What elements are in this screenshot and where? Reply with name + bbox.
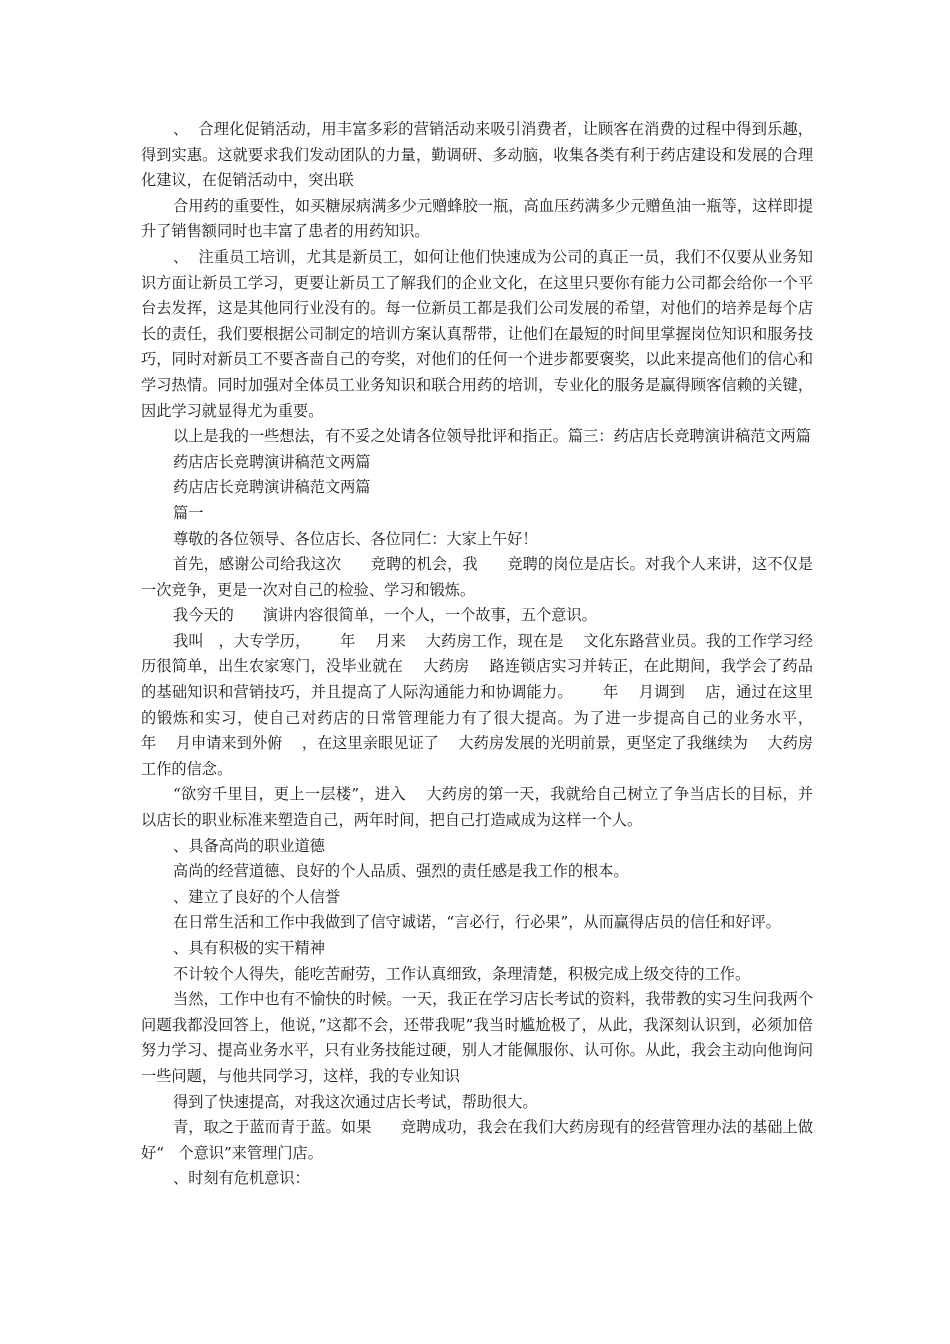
paragraph-heading-ethics: 、具备高尚的职业道德 — [173, 836, 325, 855]
paragraph-self-introduction: 我叫 ，大专学历， 年 月来 大药房工作，现在是 文化东路营业员。我的工作学习经历很简单，出生农家寒门，没毕业就在 大药房 路连锁店实习并转正，在此期间，我学会了药品的基础知识和营销技巧，并且提高了人际沟通能力和协调能力。 年 月调到 店，通过在这里的锻炼和实习，使自己对药店的日常管理能力有了很大提高。为了进一步提高自己的业务水平， 年 月申请来到外俯 ，在这里亲眼见证了 大药房发展的光明前景，更坚定了我继续为 大药房工作的信念。 — [141, 631, 842, 778]
paragraph-part-one: 篇一 — [173, 503, 204, 522]
paragraph-staff-training: 、 注重员工培训，尤其是新员工，如何让他们快速成为公司的真正一员，我们不仅要从业务知识方面让新员工学习，更要让新员工了解我们的企业文化，在这里只要你有能力公司都会给你一个平台去发挥，这是其他同行业没有的。每一位新员工都是我们公司发展的希望，对他们的培养是每个店长的责任，我们要根据公司制定的培训方案认真帮带，让他们在最短的时间里掌握岗位知识和服务技巧，同时对新员工不要吝啬自己的夸奖，对他们的任何一个进步都要褒奖，以此来提高他们的信心和学习热情。同时加强对全体员工业务知识和联合用药的培训，专业化的服务是赢得顾客信赖的关键，因此学习就显得尤为重要。 — [141, 247, 813, 420]
paragraph-goal: “欲穷千里目，更上一层楼”，进入 大药房的第一天，我就给自己树立了争当店长的目标，并以店长的职业标准来塑造自己，两年时间，把自己打造咸成为这样一个人。 — [141, 785, 813, 830]
paragraph-heading-spirit: 、具有积极的实干精神 — [173, 939, 325, 957]
paragraph-speech-outline: 我今天的 演讲内容很简单，一个人，一个故事，五个意识。 — [173, 606, 597, 625]
paragraph-story-result: 得到了快速提高，对我这次通过店长考试，帮助很大。 — [173, 1092, 538, 1111]
paragraph-title-2: 药店店长竞聘演讲稿范文两篇 — [173, 478, 371, 497]
paragraph-heading-reputation: 、建立了良好的个人信誉 — [173, 887, 341, 906]
paragraph-title-1: 药店店长竞聘演讲稿范文两篇 — [173, 452, 371, 471]
paragraph-heading-crisis: 、时刻有危机意识： — [173, 1169, 310, 1188]
paragraph-spirit: 不计较个人得失，能吃苦耐劳，工作认真细致，条理清楚，积极完成上级交待的工作。 — [173, 964, 751, 983]
paragraph-story: 当然，工作中也有不愉快的时候。一天，我正在学习店长考试的资料，我带教的实习生问我两个问题我都没回答上，他说，”这都不会，还带我呢”我当时尴尬极了，从此，我深刻认识到，必须加倍努力学习、提高业务水平，只有业务技能过硬，别人才能佩服你、认可你。从此，我会主动向他询问一些问题，与他共同学习，这样，我的专业知识 — [141, 990, 813, 1085]
paragraph-reputation: 在日常生活和工作中我做到了信守诚诺，“言必行，行必果”，从而赢得店员的信任和好评。 — [173, 913, 781, 932]
document-body — [141, 117, 842, 1192]
paragraph-closing-remarks: 以上是我的一些想法，有不妥之处请各位领导批评和指正。篇三：药店店长竞聘演讲稿范文两篇 — [173, 427, 811, 446]
paragraph-thanks: 首先，感谢公司给我这次 竞聘的机会，我 竞聘的岗位是店长。对我个人来讲，这不仅是一次竞争，更是一次对自己的检验、学习和锻炼。 — [141, 555, 813, 599]
paragraph-greeting: 尊敬的各位领导、各位店长、各位同仁：大家上午好！ — [173, 529, 538, 548]
paragraph-ethics: 高尚的经营道德、良好的个人品质、强烈的责任感是我工作的根本。 — [173, 862, 629, 881]
paragraph-promotion: 、 合理化促销活动，用丰富多彩的营销活动来吸引消费者，让顾客在消费的过程中得到乐趣，得到实惠。这就要求我们发动团队的力量，勤调研、多动脑，收集各类有利于药店建设和发展的合理化建议，在促销活动中，突出联 — [141, 120, 813, 190]
paragraph-combined-medication: 合用药的重要性，如买糖尿病满多少元赠蜂胶一瓶，高血压药满多少元赠鱼油一瓶等，这样即提升了销售额同时也丰富了患者的用药知识。 — [141, 196, 813, 241]
paragraph-plan: 青，取之于蓝而青于蓝。如果 竞聘成功，我会在我们大药房现有的经营管理办法的基础上做好“ 个意识”来管理门店。 — [141, 1118, 813, 1162]
